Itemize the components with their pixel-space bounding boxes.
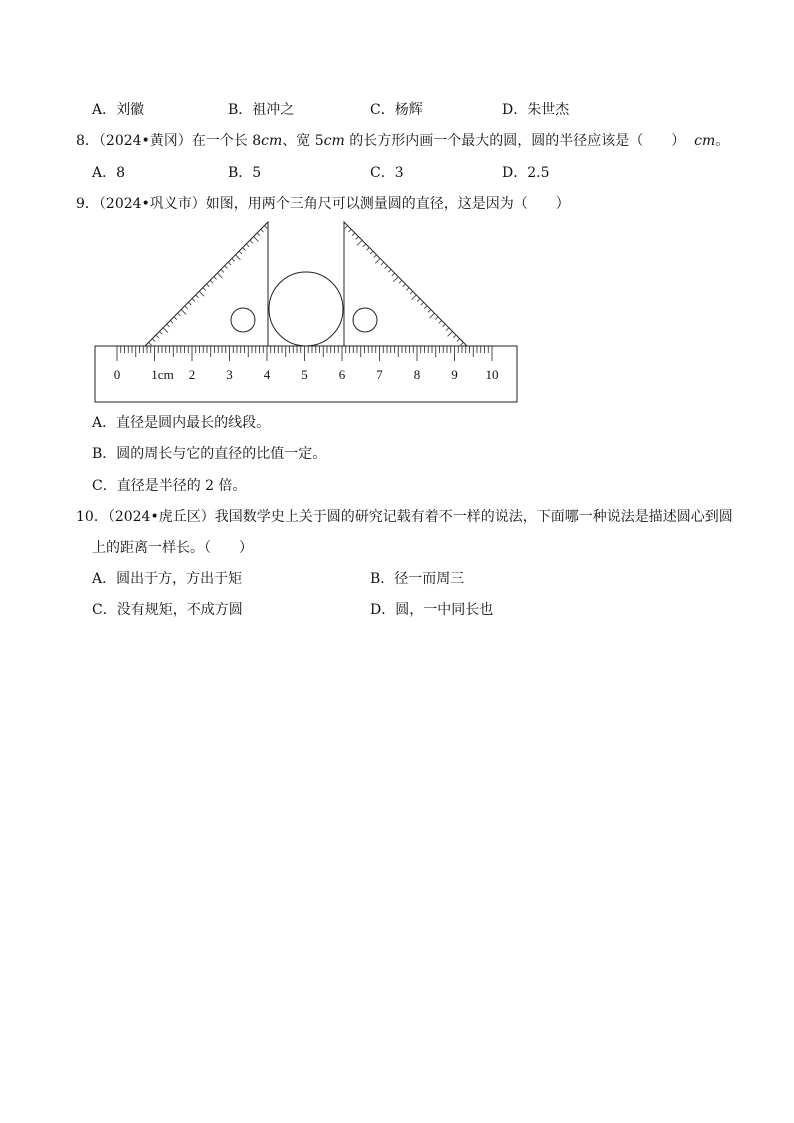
ruler-label: 5	[301, 367, 308, 382]
set-square-tick	[199, 291, 204, 296]
q9-option-a: A．直径是圆内最长的线段。	[92, 415, 271, 431]
ruler-label: 8	[413, 367, 421, 382]
set-square-tick	[428, 310, 431, 313]
q7-option-d: D．朱世杰	[502, 102, 570, 118]
left-set-square-ticks	[149, 226, 268, 346]
set-square-tick	[448, 331, 453, 336]
right-set-square-ticks	[345, 226, 464, 346]
set-square-tick	[210, 280, 213, 283]
set-square-tick	[250, 240, 253, 243]
ruler-label: 9	[451, 367, 458, 382]
set-square-tick	[421, 302, 424, 305]
set-square-tick	[254, 237, 259, 242]
q9-option-c: C．直径是半径的 2 倍。	[92, 478, 247, 494]
set-square-tick	[357, 240, 362, 245]
set-square-tick	[243, 248, 246, 251]
q8-option-a: A．8	[92, 165, 126, 181]
set-square-tick	[406, 288, 409, 291]
set-square-tick	[232, 258, 235, 261]
q8-unit-1: cm	[261, 133, 283, 149]
ruler-label: 7	[376, 367, 383, 382]
q10-stem-line-1: 10．（2024•虎丘区）我国数学史上关于圆的研究记载有着不一样的说法，下面哪一种说法是描述圆心到圆	[76, 509, 733, 525]
set-square-tick	[156, 335, 159, 338]
set-square-tick	[261, 229, 264, 232]
set-square-tick	[228, 262, 231, 265]
set-square-tick	[185, 306, 188, 309]
set-square-tick	[264, 226, 267, 229]
set-square-tick	[152, 339, 155, 342]
q8-end: 。	[715, 133, 730, 149]
q8-text-before: 8．（2024•黄冈）在一个长 8	[76, 133, 262, 149]
set-square-tick	[442, 324, 445, 327]
set-square-tick	[159, 331, 162, 334]
set-square-tick	[417, 299, 420, 302]
set-square-tick	[388, 269, 391, 272]
set-square-tick	[403, 284, 406, 287]
ruler-label: 3	[226, 367, 233, 382]
q9-figure	[90, 218, 522, 406]
q8-text-after: 的长方形内画一个最大的圆，圆的半径应该是（ ）	[344, 133, 686, 149]
q8-unit-3: cm	[694, 133, 716, 149]
measured-circle	[269, 272, 343, 346]
set-square-tick	[235, 255, 240, 260]
q9-option-b: B．圆的周长与它的直径的比值一定。	[92, 446, 327, 462]
q8-unit-2: cm	[323, 133, 345, 149]
set-square-tick	[170, 320, 173, 323]
q7-option-c: C．杨辉	[370, 102, 423, 118]
set-square-tick	[217, 273, 222, 278]
set-square-tick	[366, 248, 369, 251]
set-square-tick	[411, 295, 416, 300]
ruler-label: 6	[338, 367, 346, 382]
set-square-tick	[461, 342, 464, 345]
ruler-label: 1cm	[151, 367, 174, 382]
set-square-tick	[178, 313, 181, 316]
set-square-tick	[246, 244, 249, 247]
set-square-tick	[207, 284, 210, 287]
right-small-circle	[353, 308, 377, 332]
set-square-tick	[345, 226, 348, 229]
set-square-tick	[203, 288, 206, 291]
set-square-tick	[174, 317, 177, 320]
set-square-tick	[181, 310, 186, 315]
q10-option-c: C．没有规矩，不成方圆	[92, 602, 243, 618]
set-square-tick	[399, 280, 402, 283]
set-square-tick	[393, 277, 398, 282]
set-square-tick	[446, 328, 449, 331]
set-square-tick	[239, 251, 242, 254]
set-square-tick	[392, 273, 395, 276]
set-square-tick	[149, 342, 152, 345]
set-square-tick	[374, 255, 377, 258]
q10-stem-line-2: 上的距离一样长。（ ）	[92, 540, 253, 556]
set-square-tick	[424, 306, 427, 309]
set-square-tick	[196, 295, 199, 298]
q9-stem: 9．（2024•巩义市）如图，用两个三角尺可以测量圆的直径，这是因为（ ）	[76, 196, 570, 212]
set-square-tick	[352, 233, 355, 236]
ruler-label: 0	[113, 367, 121, 382]
set-square-tick	[381, 262, 384, 265]
q7-option-b: B．祖冲之	[228, 102, 295, 118]
set-square-tick	[192, 299, 195, 302]
set-square-tick	[167, 324, 170, 327]
set-square-tick	[363, 244, 366, 247]
set-square-tick	[457, 339, 460, 342]
ruler-label: 4	[263, 367, 271, 382]
q8-stem	[76, 132, 729, 150]
set-square-tick	[385, 266, 388, 269]
ruler-label: 2	[188, 367, 196, 382]
set-square-tick	[356, 237, 359, 240]
q8-option-d: D．2.5	[502, 165, 550, 181]
set-square-tick	[225, 266, 228, 269]
ruler-label: 10	[485, 367, 499, 382]
set-square-tick	[348, 229, 351, 232]
q10-option-a: A．圆出于方，方出于矩	[92, 571, 243, 587]
set-square-tick	[188, 302, 191, 305]
set-square-tick	[370, 251, 373, 254]
left-small-circle	[231, 308, 255, 332]
q8-option-c: C．3	[370, 165, 404, 181]
set-square-tick	[435, 317, 438, 320]
q10-option-d: D．圆，一中同长也	[370, 602, 494, 618]
q8-option-b: B．5	[228, 165, 262, 181]
set-square-tick	[429, 313, 434, 318]
set-square-tick	[214, 277, 217, 280]
set-square-tick	[453, 335, 456, 338]
set-square-tick	[257, 233, 260, 236]
set-square-tick	[163, 328, 168, 333]
q7-option-a: A．刘徽	[92, 102, 145, 118]
set-square-tick	[221, 269, 224, 272]
set-square-tick	[375, 258, 380, 263]
q10-option-b: B．径一而周三	[370, 571, 465, 587]
q8-text-mid: 、宽 5	[282, 133, 324, 149]
set-square-tick	[439, 320, 442, 323]
set-square-tick	[410, 291, 413, 294]
